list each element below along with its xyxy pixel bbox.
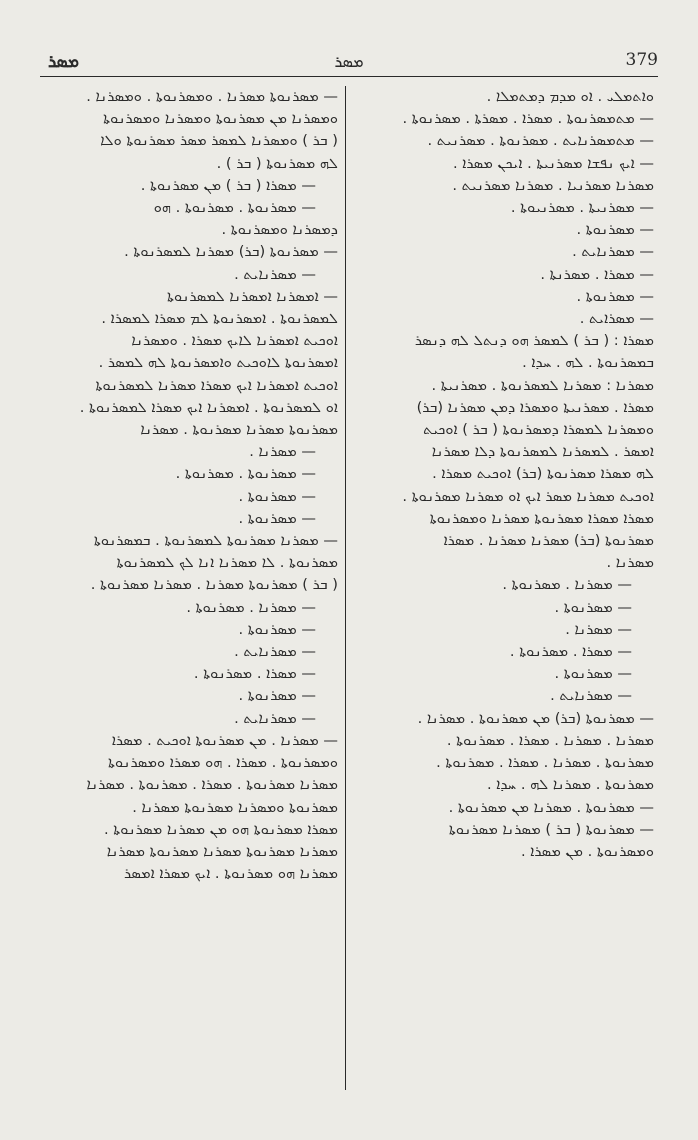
entry-line: ܡܣܪܢܐ : ܡܣܪܢܐ ܠܡܣܪܢܘܬܐ . ܡܣܪܢܝܬܐ . <box>431 376 654 394</box>
entry-line: — ܡܣܪܢܘܬܐ . <box>238 509 316 527</box>
entry-line: — ܡܣܪܐ . ܡܣܪܢܘܬܐ . <box>193 665 316 683</box>
entry-line: — ܡܣܪܢܘܬܐ . <box>238 620 316 638</box>
entry-line: — ܡܣܪܢܘܬܐ . <box>554 665 632 683</box>
entry-line: — ܡܣܪܢܘܬܐ . ܡܣܪܢܐ ܡܢ ܡܣܪܢܘܬܐ . <box>448 798 654 816</box>
entry-line: ܘܐܬܡܠܝ . ܐܘ ܡܕܡ ܕܡܬܡܠܐ . <box>486 88 654 105</box>
entry-line: ܡܣܪܐ ܡܣܪܢܘܬܐ ܗܘ ܡܢ ܡܣܪܢܐ ܡܣܪܢܘܬܐ . <box>103 820 338 838</box>
entry-line: ( ܒܪ ) ܡܣܪܢܘܬܐ ܡܣܪܢܐ . ܡܣܪܢܐ ܡܣܪܢܘܬܐ . <box>90 576 338 594</box>
entry-line: ܡܣܪܢܐ ܡܣܪܢܝܐ . ܡܣܪܢܐ ܡܣܪܢܝܬ . <box>452 176 654 194</box>
entry-line: — ܡܣܪܢܘܬܐ (ܒܪ) ܡܣܪܢܐ ܠܡܣܪܢܘܬܐ . <box>124 243 338 261</box>
entry-line: ܐܘ ܠܡܣܪܢܘܬܐ . ܐܡܣܪܢܐ ܐܝܟ ܡܣܪܐ ܠܡܣܪܢܘܬܐ . <box>79 398 338 416</box>
entry-line: — ܡܣܪܢܘܬܐ . <box>554 598 632 616</box>
entry-line: — ܡܣܪܢܘܬܐ . <box>576 287 654 305</box>
entry-line: ܡܣܪܢܐ ܡܣܪܢܘܬܐ ܡܣܪܢܐ ܡܣܪܢܘܬܐ ܡܣܪܢܐ <box>106 842 338 860</box>
right-text-column <box>356 86 654 863</box>
entry-line: ܕܡܣܪܢܐ ܘܡܣܪܢܘܬܐ . <box>221 221 338 239</box>
entry-line: ܐܡܣܪܢܘܬܐ ܠܐܘܟܝܬ ܘܐܡܣܪܢܘܬܐ ܠܗ ܠܡܣܪ . <box>98 354 338 372</box>
entry-line: ( ܒܪ ) ܘܡܣܪܢܐ ܠܡܣܪ ܡܣܪ ܡܣܪܢܘܬܐ ܘܠܐ <box>100 132 338 150</box>
left-text-column <box>40 86 338 885</box>
entry-line: — ܡܣܪܢܐܝܬ . <box>572 243 654 261</box>
entry-line: ܘܡܣܪܢܘܬܐ . ܡܢ ܡܣܪܐ . <box>520 842 654 860</box>
entry-line: — ܡܣܪܐ . ܡܣܪܢܘܬܐ . <box>509 643 632 661</box>
entry-line: — ܡܣܪܢܐ . ܡܢ ܡܣܪܢܘܬܐ ܐܘܟܝܬ . ܡܣܪܐ <box>111 731 338 749</box>
entry-line: ܘܡܣܪܢܐ ܡܢ ܡܣܪܢܘܬܐ ܘܡܣܪܢܐ ܘܡܣܪܢܘܬܐ <box>103 110 338 128</box>
entry-line: ܠܡܣܪܢܘܬܐ . ܐܡܣܪܢܘܬܐ ܠܡ ܡܣܪܐ ܠܡܣܪܐ . <box>101 310 338 328</box>
entry-line: ܡܣܪܐ : ( ܒܪ ) ܠܡܣܪ ܗܘ ܕܢܬܠ ܠܗ ܕܢܣܪ <box>414 332 654 350</box>
entry-line: — ܡܣܪܢܐ . ܡܣܪܢܘܬܐ . <box>186 598 316 616</box>
entry-line: — ܐܡܣܪܢܐ ܐܡܣܪܢܐ ܠܡܣܪܢܘܬܐ <box>166 287 338 305</box>
running-head-left-word: ܡܣܪ <box>48 52 79 72</box>
entry-line: — ܡܣܪܢܐ ܡܣܪܢܘܬܐ ܠܡܣܪܢܘܬܐ . ܒܡܣܪܢܘܬܐ <box>93 532 338 550</box>
entry-line: — ܡܣܪܢܐܝܬ . <box>234 709 316 727</box>
entry-line: ܘܡܣܪܢܘܬܐ . ܡܣܪܐ . ܗܘ ܡܣܪܐ ܘܡܣܪܢܘܬܐ <box>108 754 338 772</box>
entry-line: ܐܘܟܝܬ ܐܡܣܪܢܐ ܠܐܝܟ ܡܣܪܐ . ܘܡܣܪܢܐ <box>131 332 338 350</box>
entry-line: — ܡܣܪܢܐܝܬ . <box>234 643 316 661</box>
entry-line: ܡܣܪܢܘܬܐ ܘܡܣܪܢܐ ܡܣܪܢܘܬܐ ܡܣܪܢܐ . <box>132 798 338 816</box>
entry-line: — ܡܣܪܢܘܬܐ ( ܒܪ ) ܡܣܪܢܐ ܡܣܪܢܘܬܐ <box>448 820 654 838</box>
entry-line: — ܡܣܪܐ ( ܒܪ ) ܡܢ ܡܣܪܢܘܬܐ . <box>140 176 316 194</box>
entry-line: ܡܣܪܐ ܡܣܪܐ ܡܣܪܢܘܬܐ ܡܣܪܢܐ ܘܡܣܪܢܘܬܐ <box>429 509 654 527</box>
entry-line: — ܡܣܪܢܐܝܬ . <box>550 687 632 705</box>
running-head-center-word: ܡܣܪ <box>334 52 364 71</box>
entry-line: — ܡܣܪܢܝܬܐ . ܡܣܪܢܝܘܬܐ . <box>510 199 654 217</box>
entry-line: — ܡܣܪܢܐ . <box>565 620 632 638</box>
running-head <box>40 48 658 77</box>
column-divider <box>345 86 346 1090</box>
entry-line: ܡܣܪܢܘܬܐ . ܠܐ ܡܣܪܢܐ ܐܢܐ ܠܟ ܠܡܣܪܢܘܬܐ <box>116 554 338 572</box>
entry-line: ܡܣܪܢܘܬܐ . ܡܣܪܢܐ ܠܗ . ܚܕܐ . <box>486 776 654 794</box>
entry-line: — ܡܣܪܢܘܬܐ . <box>238 487 316 505</box>
entry-line: ܡܣܪܢܐ ܗܘ ܡܣܪܢܘܬܐ . ܐܝܟ ܡܣܪܐ ܐܡܣܪ <box>124 865 338 883</box>
entry-line: ܡܣܪܢܐ ܡܣܪܢܘܬܐ . ܡܣܪܐ . ܡܣܪܢܘܬܐ . ܡܣܪܢܐ <box>86 776 338 794</box>
entry-line: ܡܣܪܐ . ܡܣܪܢܝܬܐ ܘܡܣܪܐ ܕܡܢ ܡܣܪܢܐ (ܒܪ) <box>416 398 654 416</box>
entry-line: ܡܣܪܢܘܬܐ ܡܣܪܢܐ ܡܣܪܢܘܬܐ . ܡܣܪܢܐ <box>140 421 338 439</box>
entry-line: — ܡܣܪܢܘܬܐ . <box>576 221 654 239</box>
entry-line: ܐܘܟܝܬ ܡܣܪܢܐ ܡܣܪ ܐܝܟ ܐܘ ܡܣܪܢܐ ܡܣܪܢܘܬܐ . <box>402 487 654 505</box>
entry-line: ܒܡܣܪܢܘܬܐ . ܠܗ . ܚܕܐ . <box>522 354 654 372</box>
page-number: 379 <box>625 50 658 70</box>
entry-line: — ܡܣܪܐ . ܡܣܪܢܬܐ . <box>540 265 654 283</box>
entry-line: ܡܣܪܢܘܬܐ (ܒܪ) ܡܣܪܢܐ ܡܣܪܢܐ . ܡܣܪܐ <box>443 532 654 550</box>
entry-line: ܐܡܣܪ . ܠܡܣܪܢܐ ܠܡܣܪܢܘܬܐ ܕܠܐ ܡܣܪܢܐ <box>431 443 654 461</box>
entry-line: — ܡܣܪܢܘܬܐ . <box>238 687 316 705</box>
entry-line: — ܡܣܪܢܐܝܬ . <box>234 265 316 283</box>
entry-line: — ܡܣܪܢܘܬܐ . ܡܣܪܢܘܬܐ . <box>175 465 316 483</box>
entry-line: — ܡܣܪܢܘܬܐ (ܒܪ) ܡܢ ܡܣܪܢܘܬܐ . ܡܣܪܢܐ . <box>417 709 654 727</box>
entry-line: — ܐܝܟ ܢܦܫܐ ܡܣܪܢܝܬܐ . ܐܝܟܢ ܡܣܪܐ . <box>452 154 654 172</box>
entry-line: — ܡܣܪܐܝܬ . <box>579 310 654 328</box>
entry-line: — ܡܣܪܢܐ . ܡܣܪܢܘܬܐ . <box>502 576 632 594</box>
entry-line: ܐܘܟܝܬ ܐܡܣܪܢܐ ܐܝܟ ܡܣܪܐ ܡܣܪܢܐ ܠܡܣܪܢܘܬܐ <box>95 376 338 394</box>
entry-line: — ܡܣܪܢܐ . <box>249 443 316 461</box>
entry-line: ܡܣܪܢܐ . <box>606 554 654 572</box>
entry-line: ܠܗ ܡܣܪܐ ܡܣܪܢܘܬܐ (ܒܪ) ܐܘܟܝܬ ܡܣܪܐ . <box>432 465 654 483</box>
entry-line: ܘܡܣܪܢܐ ܠܡܣܪܐ ܕܡܣܪܢܘܬܐ ( ܒܪ ) ܐܘܟܝܬ <box>423 421 654 439</box>
entry-line: — ܡܣܪܢܘܬܐ . ܡܣܪܢܘܬܐ . ܗܘ <box>153 199 316 217</box>
entry-line: ܡܣܪܢܐ . ܡܣܪܢܐ . ܡܣܪܐ . ܡܣܪܢܘܬܐ . <box>446 731 654 749</box>
entry-line: — ܡܣܪܢܘܬܐ ܡܣܪܢܐ . ܘܡܣܪܢܘܬܐ . ܘܡܣܪܢܐ . <box>86 88 338 105</box>
entry-line: — ܡܬܡܣܪܢܘܬܐ . ܡܣܪܐ . ܡܣܪܬܐ . ܡܣܪܢܘܬܐ . <box>402 110 654 128</box>
entry-line: ܠܗ ܡܣܪܢܘܬܐ ( ܒܪ ) . <box>216 154 338 172</box>
entry-line: — ܡܬܡܣܪܢܐܝܬ . ܡܣܪܢܘܬܐ . ܡܣܪܢܝܬ . <box>427 132 654 150</box>
entry-line: ܡܣܪܢܘܬܐ . ܡܣܪܢܐ . ܡܣܪܐ . ܡܣܪܢܘܬܐ . <box>436 754 654 772</box>
